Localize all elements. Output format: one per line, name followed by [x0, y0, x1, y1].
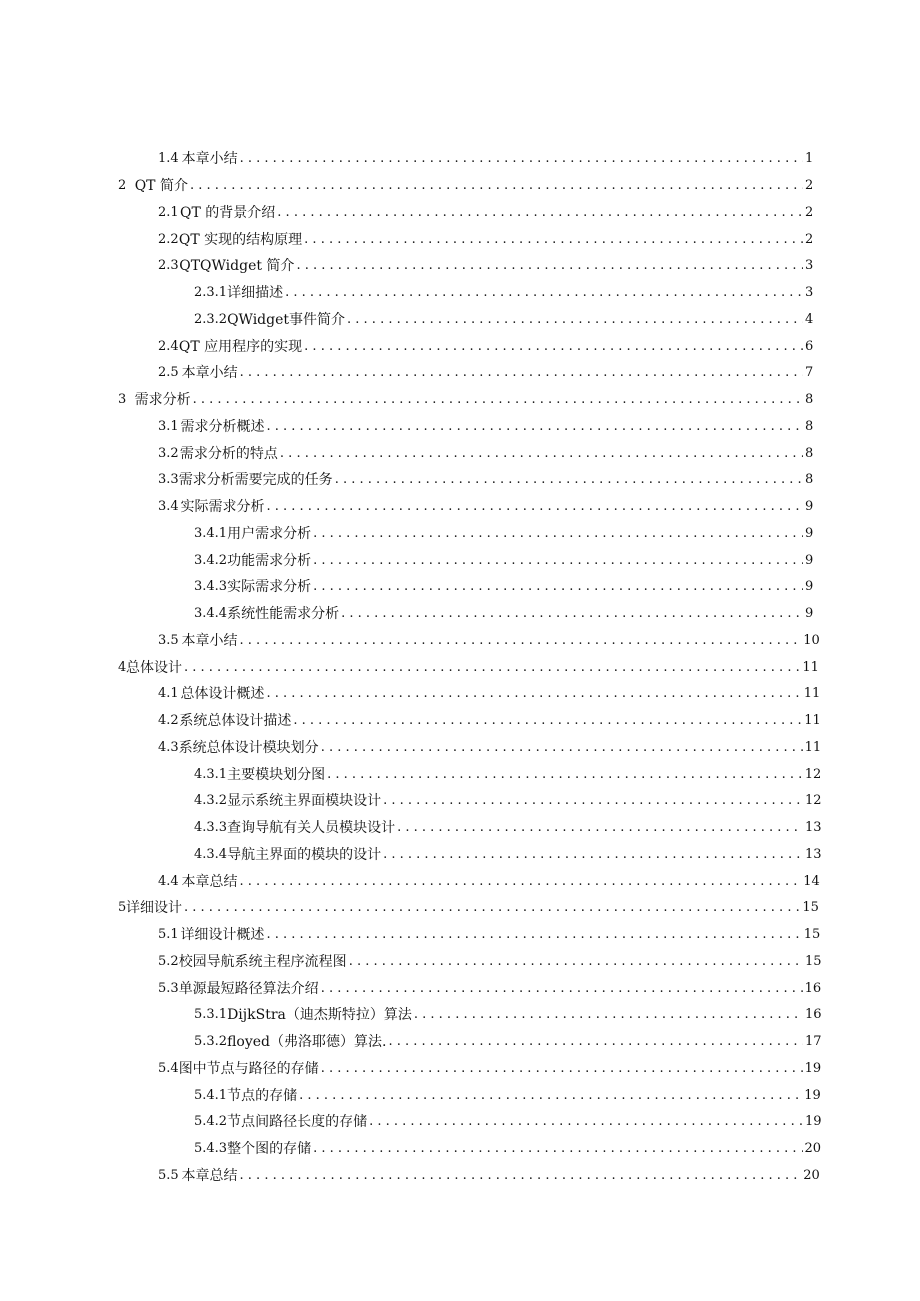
toc-entry[interactable] — [0, 146, 920, 173]
toc-entry-page: 20 — [804, 1141, 822, 1157]
toc-entry[interactable] — [0, 200, 920, 227]
toc-entry-number: 3.4 — [158, 499, 179, 515]
toc-entry-title: 详细设计概述 — [180, 927, 265, 944]
toc-entry-title: 查询导航有关人员模块设计 — [227, 820, 396, 837]
toc-entry-number: 2.3.2 — [194, 311, 228, 327]
toc-entry[interactable] — [0, 761, 920, 788]
toc-entry-number: 4.1 — [158, 686, 179, 702]
toc-entry-number: 3.4.4 — [194, 606, 228, 622]
toc-entry-page: 15 — [803, 927, 821, 943]
toc-entry-title: 详细描述 — [227, 285, 284, 302]
dot-leader — [240, 632, 802, 650]
dot-leader — [240, 150, 803, 168]
toc-entry-title: 显示系统主界面模块设计 — [227, 793, 382, 810]
toc-entry-page: 12 — [805, 793, 822, 809]
toc-entry-title: 图中节点与路径的存储 — [178, 1060, 319, 1077]
toc-entry[interactable] — [0, 414, 920, 441]
toc-entry-number: 4.3.3 — [194, 820, 228, 836]
toc-entry-page: 14 — [803, 873, 820, 889]
toc-entry-page: 17 — [805, 1034, 822, 1050]
toc-entry-title: 需求分析的特点 — [179, 445, 278, 462]
dot-leader — [184, 659, 800, 677]
toc-entry-number: 2 — [118, 178, 127, 194]
toc-entry-page: 19 — [804, 1060, 822, 1076]
toc-entry[interactable] — [0, 574, 920, 601]
toc-entry-page: 16 — [804, 980, 822, 996]
toc-entry-number: 5.4 — [158, 1060, 179, 1076]
dot-leader — [335, 471, 803, 489]
toc-entry-title: 本章总结 — [181, 1167, 238, 1184]
toc-entry-number: 3.4.2 — [194, 552, 228, 568]
toc-entry-page: 9 — [805, 552, 814, 568]
toc-entry-page: 9 — [805, 499, 814, 515]
toc-entry-number: 3.3 — [158, 472, 179, 488]
dot-leader — [277, 204, 803, 222]
toc-entry-title: 详细设计 — [126, 900, 182, 917]
toc-entry-page: 15 — [802, 900, 819, 916]
dot-leader — [349, 953, 803, 971]
toc-entry-page: 8 — [805, 418, 814, 434]
toc-entry-title: 系统总体设计模块划分 — [178, 739, 319, 756]
dot-leader — [304, 231, 803, 249]
toc-entry-title: 校园导航系统主程序流程图 — [178, 953, 347, 970]
toc-entry-page: 9 — [805, 579, 814, 595]
toc-entry-number: 4.3 — [158, 739, 179, 755]
toc-entry-number: 3.4.3 — [194, 579, 228, 595]
dot-leader — [388, 1033, 803, 1051]
toc-entry[interactable] — [0, 1136, 920, 1163]
toc-entry[interactable] — [0, 628, 920, 655]
toc-entry-page: 3 — [805, 285, 814, 301]
toc-entry[interactable] — [0, 735, 920, 762]
dot-leader — [341, 605, 803, 623]
toc-entry-title: 节点的存储 — [227, 1087, 298, 1104]
toc-entry[interactable] — [0, 440, 920, 467]
toc-entry-title: QT 的背景介绍 — [180, 204, 276, 221]
toc-entry[interactable] — [0, 280, 920, 307]
dot-leader — [304, 338, 803, 356]
toc-entry[interactable] — [0, 895, 920, 922]
dot-leader — [266, 685, 801, 703]
toc-entry-number: 2.2 — [158, 231, 179, 247]
toc-entry-title: QWidget事件简介 — [227, 311, 346, 328]
toc-entry-page: 20 — [803, 1167, 820, 1183]
dot-leader — [293, 712, 802, 730]
dot-leader — [240, 364, 803, 382]
toc-entry-page: 1 — [805, 151, 814, 167]
toc-entry-page: 11 — [802, 659, 819, 675]
toc-entry-page: 9 — [805, 606, 814, 622]
toc-entry-title: 总体设计 — [126, 659, 182, 676]
toc-entry[interactable] — [0, 307, 920, 334]
toc-entry-title: 需求分析 — [134, 392, 191, 409]
toc-entry-title: QT 应用程序的实现 — [178, 338, 303, 355]
toc-entry[interactable] — [0, 521, 920, 548]
toc-entry-number: 5 — [118, 900, 127, 916]
toc-entry-title: 本章小结 — [181, 365, 238, 382]
toc-entry-number: 4 — [118, 659, 127, 675]
dot-leader — [321, 1060, 803, 1078]
toc-entry-title: DijkStra（迪杰斯特拉）算法 — [227, 1007, 412, 1024]
toc-entry[interactable] — [0, 708, 920, 735]
toc-entry[interactable] — [0, 1082, 920, 1109]
toc-entry-page: 3 — [805, 258, 814, 274]
toc-entry[interactable] — [0, 1056, 920, 1083]
toc-entry-page: 6 — [805, 338, 814, 354]
toc-entry-number: 3.4.1 — [194, 525, 228, 541]
toc-entry[interactable] — [0, 360, 920, 387]
toc-entry-title: 整个图的存储 — [227, 1141, 312, 1158]
toc-entry-number: 2.5 — [158, 365, 179, 381]
toc-entry-page: 15 — [805, 953, 822, 969]
dot-leader — [266, 418, 803, 436]
dot-leader — [313, 552, 803, 570]
toc-entry-page: 8 — [805, 392, 814, 408]
toc-entry[interactable] — [0, 788, 920, 815]
toc-entry-page: 19 — [805, 1114, 822, 1130]
dot-leader — [285, 284, 803, 302]
toc-entry[interactable] — [0, 333, 920, 360]
toc-entry-number: 2.1 — [158, 204, 179, 220]
toc-entry-title: 系统总体设计描述 — [179, 713, 292, 730]
toc-entry-page: 8 — [805, 445, 814, 461]
dot-leader — [193, 391, 803, 409]
toc-entry-number: 5.3.2 — [194, 1034, 228, 1050]
toc-entry-title: 单源最短路径算法介绍 — [178, 980, 319, 997]
dot-leader — [280, 445, 803, 463]
dot-leader — [327, 766, 803, 784]
toc-entry[interactable] — [0, 1029, 920, 1056]
toc-entry-title: 系统性能需求分析 — [227, 606, 340, 623]
toc-entry-page: 19 — [804, 1087, 821, 1103]
toc-entry[interactable] — [0, 173, 920, 200]
toc-entry[interactable] — [0, 922, 920, 949]
dot-leader — [190, 177, 803, 195]
toc-entry-number: 4.3.2 — [194, 793, 228, 809]
toc-entry-page: 2 — [805, 204, 814, 220]
toc-entry-number: 1.4 — [158, 151, 179, 167]
toc-entry-number: 5.5 — [158, 1167, 179, 1183]
dot-leader — [266, 498, 803, 516]
toc-entry[interactable] — [0, 387, 920, 414]
toc-entry[interactable] — [0, 1163, 920, 1190]
toc-entry-number: 3.1 — [158, 418, 179, 434]
dot-leader — [313, 578, 803, 596]
toc-entry-page: 13 — [805, 820, 822, 836]
toc-entry[interactable] — [0, 253, 920, 280]
toc-entry-title: 功能需求分析 — [227, 552, 312, 569]
toc-entry-page: 10 — [803, 632, 820, 648]
toc-entry-title: 本章小结 — [181, 632, 238, 649]
toc-entry-title: QT 简介 — [134, 178, 188, 195]
toc-entry[interactable] — [0, 547, 920, 574]
toc-entry[interactable] — [0, 1109, 920, 1136]
dot-leader — [397, 819, 803, 837]
toc-entry-title: 用户需求分析 — [227, 525, 312, 542]
toc-entry-number: 5.4.1 — [194, 1087, 228, 1103]
toc-entry-number: 4.3.4 — [194, 846, 228, 862]
toc-entry-number: 3.2 — [158, 445, 179, 461]
dot-leader — [313, 525, 803, 543]
dot-leader — [296, 257, 803, 275]
dot-leader — [383, 846, 803, 864]
toc-entry-number: 5.3.1 — [194, 1007, 228, 1023]
toc-entry-number: 2.3 — [158, 258, 179, 274]
dot-leader — [299, 1087, 802, 1105]
toc-entry-title: 需求分析概述 — [180, 418, 265, 435]
toc-entry-page: 4 — [805, 311, 814, 327]
toc-entry-title: 实际需求分析 — [227, 579, 312, 596]
toc-entry-number: 4.3.1 — [194, 766, 228, 782]
toc-entry-page: 11 — [804, 713, 821, 729]
dot-leader — [313, 1140, 802, 1158]
toc-entry-page: 13 — [805, 846, 822, 862]
table-of-contents — [0, 146, 920, 1189]
toc-entry-number: 2.4 — [158, 338, 179, 354]
dot-leader — [266, 926, 801, 944]
toc-entry[interactable] — [0, 654, 920, 681]
dot-leader — [414, 1006, 803, 1024]
toc-entry[interactable] — [0, 949, 920, 976]
toc-entry-number: 5.1 — [158, 927, 179, 943]
toc-entry-title: 本章小结 — [181, 151, 238, 168]
toc-entry-title: floyed（弗洛耶德）算法. — [227, 1034, 387, 1051]
toc-entry-page: 2 — [805, 178, 814, 194]
toc-entry[interactable] — [0, 868, 920, 895]
toc-entry-number: 5.4.3 — [194, 1141, 228, 1157]
toc-entry-number: 4.4 — [158, 873, 179, 889]
toc-entry[interactable] — [0, 1002, 920, 1029]
toc-entry-number: 5.4.2 — [194, 1114, 228, 1130]
toc-entry-title: 导航主界面的模块的设计 — [227, 846, 382, 863]
toc-entry-page: 11 — [804, 739, 822, 755]
toc-entry-number: 5.2 — [158, 953, 179, 969]
toc-entry[interactable] — [0, 494, 920, 521]
dot-leader — [321, 739, 803, 757]
toc-entry[interactable] — [0, 601, 920, 628]
toc-entry-title: 主要模块划分图 — [227, 766, 326, 783]
toc-entry-title: 总体设计概述 — [180, 686, 265, 703]
toc-entry-title: 实际需求分析 — [180, 499, 265, 516]
dot-leader — [240, 873, 802, 891]
toc-entry[interactable] — [0, 815, 920, 842]
toc-entry-page: 16 — [805, 1007, 822, 1023]
toc-entry[interactable] — [0, 842, 920, 869]
toc-entry[interactable] — [0, 226, 920, 253]
dot-leader — [240, 1167, 802, 1185]
dot-leader — [369, 1113, 803, 1131]
toc-entry-page: 12 — [804, 766, 822, 782]
dot-leader — [347, 311, 803, 329]
toc-entry-number: 2.3.1 — [194, 285, 228, 301]
toc-entry-page: 8 — [805, 472, 814, 488]
dot-leader — [321, 980, 803, 998]
toc-entry-number: 5.3 — [158, 980, 179, 996]
toc-entry-page: 2 — [805, 231, 814, 247]
dot-leader — [184, 899, 800, 917]
toc-entry-number: 3.5 — [158, 632, 179, 648]
toc-entry[interactable] — [0, 681, 920, 708]
toc-entry-number: 3 — [118, 392, 127, 408]
toc-entry[interactable] — [0, 467, 920, 494]
toc-entry-page: 7 — [805, 365, 814, 381]
toc-entry-title: QT 实现的结构原理 — [178, 231, 303, 248]
toc-entry-title: QTQWidget 简介 — [179, 258, 295, 275]
toc-entry-title: 本章总结 — [181, 873, 238, 890]
toc-entry-page: 9 — [805, 525, 814, 541]
toc-entry-page: 11 — [803, 686, 821, 702]
dot-leader — [383, 792, 803, 810]
toc-entry-number: 4.2 — [158, 713, 179, 729]
toc-entry-title: 需求分析需要完成的任务 — [178, 472, 333, 489]
toc-entry-title: 节点间路径长度的存储 — [227, 1114, 368, 1131]
toc-entry[interactable] — [0, 975, 920, 1002]
